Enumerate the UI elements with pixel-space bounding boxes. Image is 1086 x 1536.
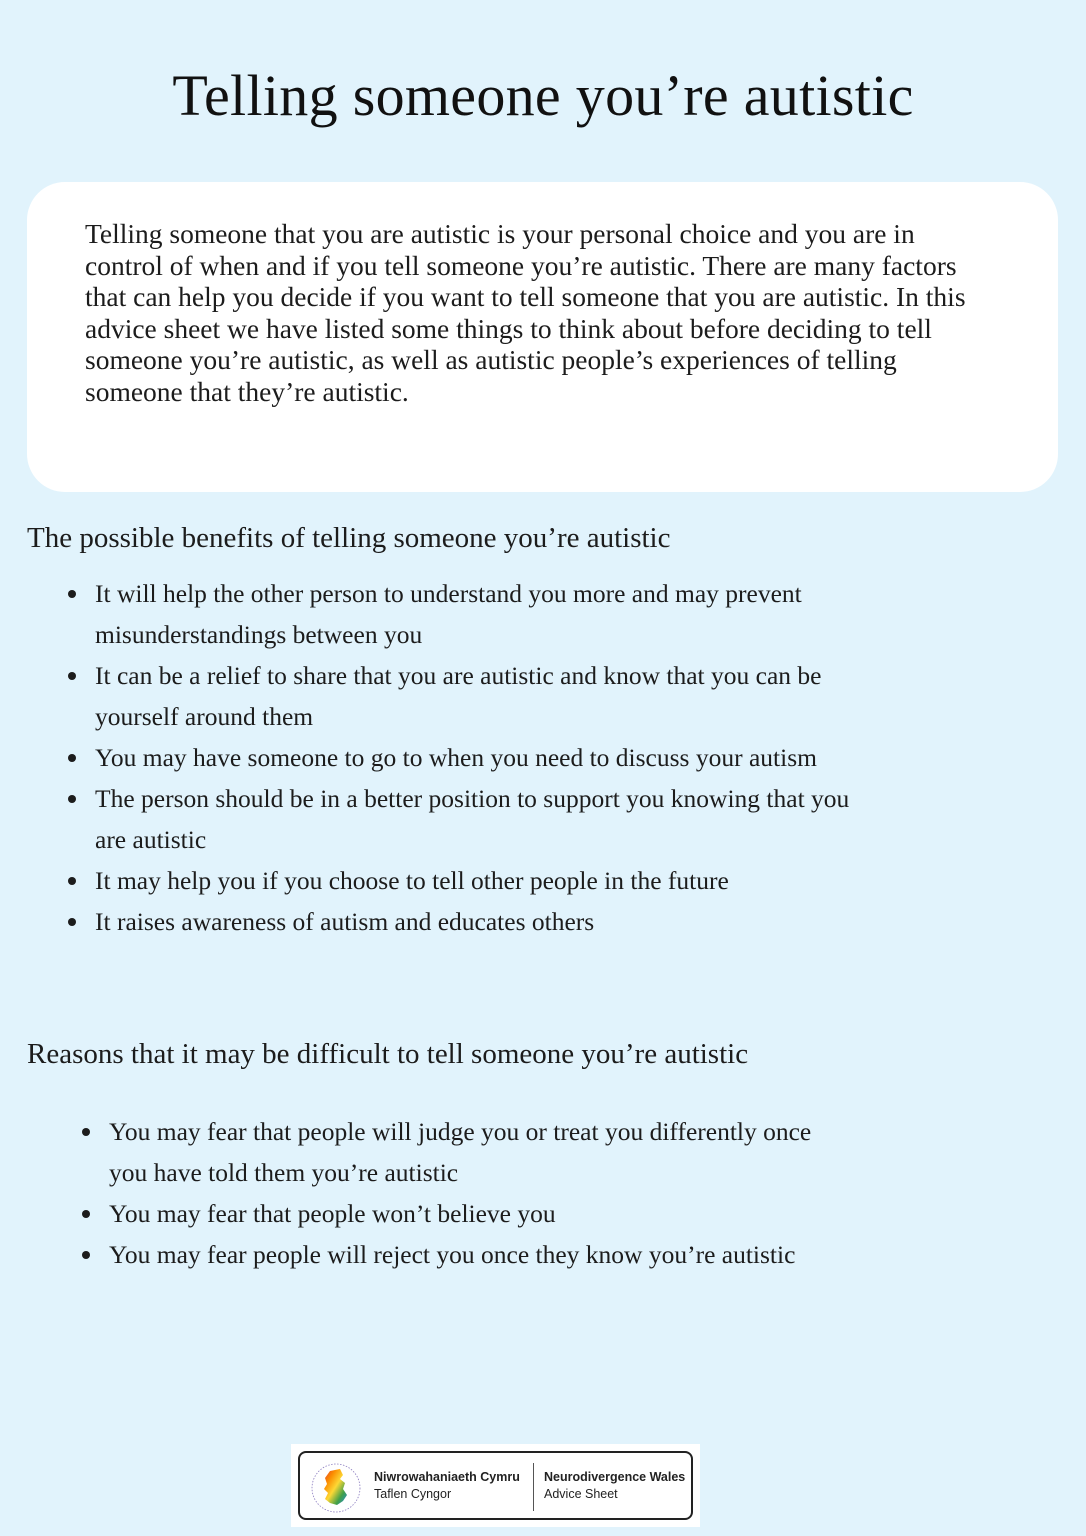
list-item bbox=[109, 1111, 829, 1193]
list-item-text: It can be a relief to share that you are autistic and know that you can be yourself around them bbox=[95, 661, 822, 731]
intro-paragraph: Telling someone that you are autistic is your personal choice and you are in control of when and if you tell someone you’re autistic. There are many factors that can help you decide if you want to tell someone that you are autistic. In this advice sheet we have listed some things to think about before deciding to tell someone you’re autistic, as well as autistic people’s experiences of telling someone that they’re autistic. bbox=[85, 218, 966, 407]
list-item bbox=[95, 573, 875, 655]
footer-welsh-sub: Taflen Cyngor bbox=[374, 1487, 452, 1501]
footer-welsh-name: Niwrowahaniaeth Cymru bbox=[374, 1470, 520, 1484]
bullet-icon bbox=[68, 877, 76, 885]
list-item-text: You may fear that people won’t believe you bbox=[109, 1199, 556, 1228]
list-item-text: It will help the other person to understand you more and may prevent misunderstandings between you bbox=[95, 579, 802, 649]
footer-english-sub: Advice Sheet bbox=[544, 1487, 618, 1501]
difficulties-list bbox=[109, 1111, 829, 1275]
bullet-icon bbox=[82, 1128, 90, 1136]
bullet-icon bbox=[68, 795, 76, 803]
bullet-icon bbox=[68, 672, 76, 680]
list-item bbox=[109, 1234, 829, 1275]
list-item bbox=[95, 860, 875, 901]
footer-english-text bbox=[544, 1469, 685, 1503]
list-item-text: It raises awareness of autism and educates others bbox=[95, 907, 595, 936]
wales-map-rainbow-icon bbox=[310, 1459, 362, 1517]
list-item bbox=[95, 778, 875, 860]
list-item-text: You may fear people will reject you once they know you’re autistic bbox=[109, 1240, 796, 1269]
footer-welsh-text bbox=[374, 1469, 520, 1503]
footer-english-name: Neurodivergence Wales bbox=[544, 1470, 686, 1484]
bullet-icon bbox=[82, 1251, 90, 1259]
list-item-text: The person should be in a better position to support you knowing that you are autistic bbox=[95, 784, 850, 854]
footer-logo-frame bbox=[298, 1451, 693, 1520]
list-item-text: You may have someone to go to when you need to discuss your autism bbox=[95, 743, 817, 772]
intro-card bbox=[27, 182, 1058, 492]
list-item bbox=[109, 1193, 829, 1234]
difficulties-heading: Reasons that it may be difficult to tell someone you’re autistic bbox=[27, 1038, 749, 1070]
bullet-icon bbox=[82, 1210, 90, 1218]
list-item bbox=[95, 655, 875, 737]
benefits-heading: The possible benefits of telling someone you’re autistic bbox=[27, 522, 671, 554]
footer-divider bbox=[533, 1463, 534, 1511]
list-item bbox=[95, 901, 875, 942]
bullet-icon bbox=[68, 918, 76, 926]
page-title: Telling someone you’re autistic bbox=[172, 63, 914, 128]
list-item-text: You may fear that people will judge you or treat you differently once you have told them you’re autistic bbox=[109, 1117, 812, 1187]
benefits-list bbox=[95, 573, 875, 942]
list-item bbox=[95, 737, 875, 778]
list-item-text: It may help you if you choose to tell other people in the future bbox=[95, 866, 729, 895]
footer-badge bbox=[291, 1444, 700, 1527]
bullet-icon bbox=[68, 590, 76, 598]
bullet-icon bbox=[68, 754, 76, 762]
